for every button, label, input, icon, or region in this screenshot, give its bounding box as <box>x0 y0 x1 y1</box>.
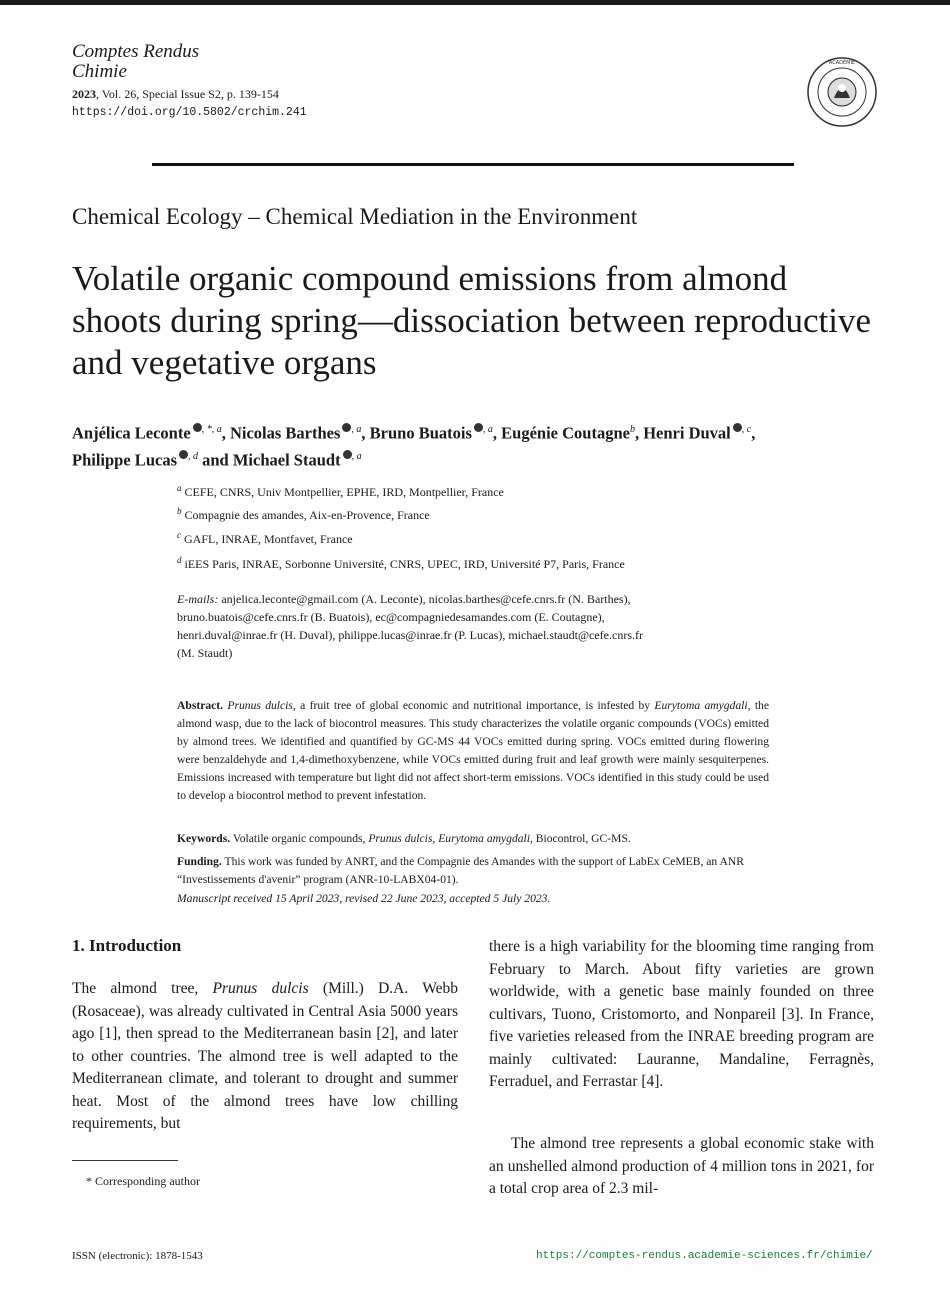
doi-link[interactable]: https://doi.org/10.5802/crchim.241 <box>72 106 307 119</box>
journal-url-link[interactable]: https://comptes-rendus.academie-sciences.fr/chimie/ <box>536 1250 873 1262</box>
funding-label: Funding. <box>177 855 222 868</box>
intro-paragraph <box>72 978 458 1136</box>
species-name: Prunus dulcis <box>368 832 433 845</box>
abstract <box>177 697 769 805</box>
author-affil-marker: , a <box>351 450 362 462</box>
orcid-icon[interactable] <box>193 423 202 432</box>
journal-line-1: Comptes Rendus <box>72 41 200 62</box>
journal-line-2: Chimie <box>72 61 127 82</box>
emails-label: E-mails: <box>177 592 219 606</box>
svg-text:ACADÉMIE: ACADÉMIE <box>828 60 856 66</box>
intro-paragraph-continued: there is a high variability for the blooming time ranging from February to March. About fifty varieties are grown worldwide, with a genetic base mainly founded on three cultivars, Tuono, Cristomorto, and Nonpareil [3]. In France, five varieties released from the INRAE breeding program are mainly cultivated: Lauranne, Mandaline, Ferragnès, Ferraduel, and Ferrastar [4]. <box>489 938 874 1090</box>
emails-text[interactable]: anjelica.leconte@gmail.com (A. Leconte), nicolas.barthes@cefe.cnrs.fr (N. Barthes), bruno.buatois@cefe.cnrs.fr (B. Buatois), ec@compagniedesamandes.com (E. Coutagne), henri.duval@inrae.fr (H. Duval), philippe.lucas@inrae.fr (P. Lucas), michael.staudt@cefe.cnrs.fr (M. Staudt) <box>177 592 643 660</box>
separator: , <box>634 423 644 443</box>
author-affil-marker: , c <box>741 424 752 435</box>
funding <box>177 853 777 889</box>
species-name: Eurytoma amygdali <box>438 832 530 845</box>
orcid-icon[interactable] <box>474 423 483 432</box>
body-text: The almond tree, <box>72 980 213 997</box>
author-name[interactable]: Michael Staudt <box>232 450 341 469</box>
keywords-text: , Biocontrol, GC-MS. <box>529 832 631 845</box>
author-name[interactable]: Bruno Buatois <box>369 423 472 443</box>
funding-text: This work was funded by ANRT, and the Compagnie des Amandes with the support of LabEx CeMEB, an ANR “Investissements d'avenir” program (ANR-10-LABX04-01). <box>177 855 744 886</box>
keywords-text: Volatile organic compounds, <box>232 832 369 845</box>
affil-key: c <box>177 530 181 540</box>
affiliation <box>177 527 697 547</box>
intro-heading: 1. Introduction <box>72 936 182 955</box>
affil-text: iEES Paris, INRAE, Sorbonne Université, CNRS, UPEC, IRD, Université P7, Paris, France <box>184 557 625 571</box>
orcid-icon[interactable] <box>343 450 352 459</box>
article-title: Volatile organic compound emissions from almond shoots during spring—dissociation between reproductive and vegetative organs <box>72 259 872 382</box>
species-name: Eurytoma amygdali <box>654 699 748 712</box>
separator: , <box>492 423 502 443</box>
abstract-text: , the almond wasp, due to the lack of biocontrol measures. This study characterizes the volatile organic compounds (VOCs) emitted by almond trees. We identified and quantified by GC-MS 44 VOCs emitted during spring. VOCs emitted during flowering were benzaldehyde and 1,4-dimethoxybenzene, while VOCs emitted during fruit and leaf growth were mainly sesquiterpenes. Emissions increased with temperature but light did not affect short-term emissions. VOCs identified in this study could be used to develop a biocontrol method to prevent infestation. <box>177 699 769 802</box>
affil-key: d <box>177 555 182 565</box>
journal-name <box>72 42 199 82</box>
keywords <box>177 832 777 845</box>
affil-key: a <box>177 483 182 493</box>
affiliation <box>177 480 697 500</box>
separator: , <box>432 832 439 845</box>
author-affil-marker: , a <box>351 424 362 435</box>
author-name[interactable]: Eugénie Coutagne <box>501 423 630 443</box>
author-affil-marker: , *, a <box>201 424 222 435</box>
author-affil-marker: , a <box>482 424 493 435</box>
footnote: * Corresponding author <box>86 1174 200 1188</box>
abstract-text: , a fruit tree of global economic and nutritional importance, is infested by <box>292 699 655 712</box>
top-border <box>0 0 950 5</box>
header-rule <box>152 163 794 166</box>
species-name: Prunus dulcis <box>212 980 309 997</box>
affil-text: Compagnie des amandes, Aix-en-Provence, France <box>184 508 430 522</box>
orcid-icon[interactable] <box>733 423 742 432</box>
body-text: (Mill.) D.A. Webb (Rosaceae), was already cultivated in Central Asia 5000 years ago [1], then spread to the Mediterranean basin [2], and later to other countries. The almond tree is well adapted to the Mediterranean climate, and tolerant to drought and summer heat. Most of the almond trees have low chilling requirements, but <box>72 980 458 1132</box>
volume-info <box>72 87 279 102</box>
intro-paragraph-2: The almond tree represents a global economic stake with an unshelled almond production of 4 million tons in 2021, for a total crop area of 2.3 mil- <box>489 1135 874 1197</box>
section-title: Chemical Ecology – Chemical Mediation in the Environment <box>72 204 638 229</box>
volume-details: , Vol. 26, Special Issue S2, p. 139-154 <box>96 87 279 101</box>
author-affil-marker: b <box>629 424 635 435</box>
year: 2023 <box>72 87 96 101</box>
academy-seal-logo <box>806 52 878 132</box>
abstract-label: Abstract. <box>177 699 224 712</box>
affiliation <box>177 503 697 523</box>
emails <box>177 590 657 662</box>
affil-text: GAFL, INRAE, Montfavet, France <box>184 532 353 546</box>
author-list <box>72 418 812 471</box>
footnote-rule <box>72 1160 178 1161</box>
species-name: Prunus dulcis <box>227 699 293 712</box>
issn: ISSN (electronic): 1878-1543 <box>72 1250 203 1262</box>
author-affil-marker: , d <box>188 450 198 462</box>
author-name[interactable]: Anjélica Leconte <box>72 423 191 443</box>
manuscript-dates: Manuscript received 15 April 2023, revised 22 June 2023, accepted 5 July 2023. <box>177 892 551 905</box>
author-name[interactable]: Philippe Lucas <box>72 450 177 469</box>
affiliation <box>177 551 667 573</box>
separator: and <box>198 450 233 469</box>
separator: , <box>361 423 370 443</box>
author-name[interactable]: Henri Duval <box>643 423 731 443</box>
affil-text: CEFE, CNRS, Univ Montpellier, EPHE, IRD, Montpellier, France <box>184 485 504 499</box>
affil-key: b <box>177 506 182 516</box>
orcid-icon[interactable] <box>179 450 188 459</box>
keywords-label: Keywords. <box>177 832 231 845</box>
separator: , <box>751 423 756 443</box>
separator: , <box>221 423 230 443</box>
author-name[interactable]: Nicolas Barthes <box>229 423 341 443</box>
